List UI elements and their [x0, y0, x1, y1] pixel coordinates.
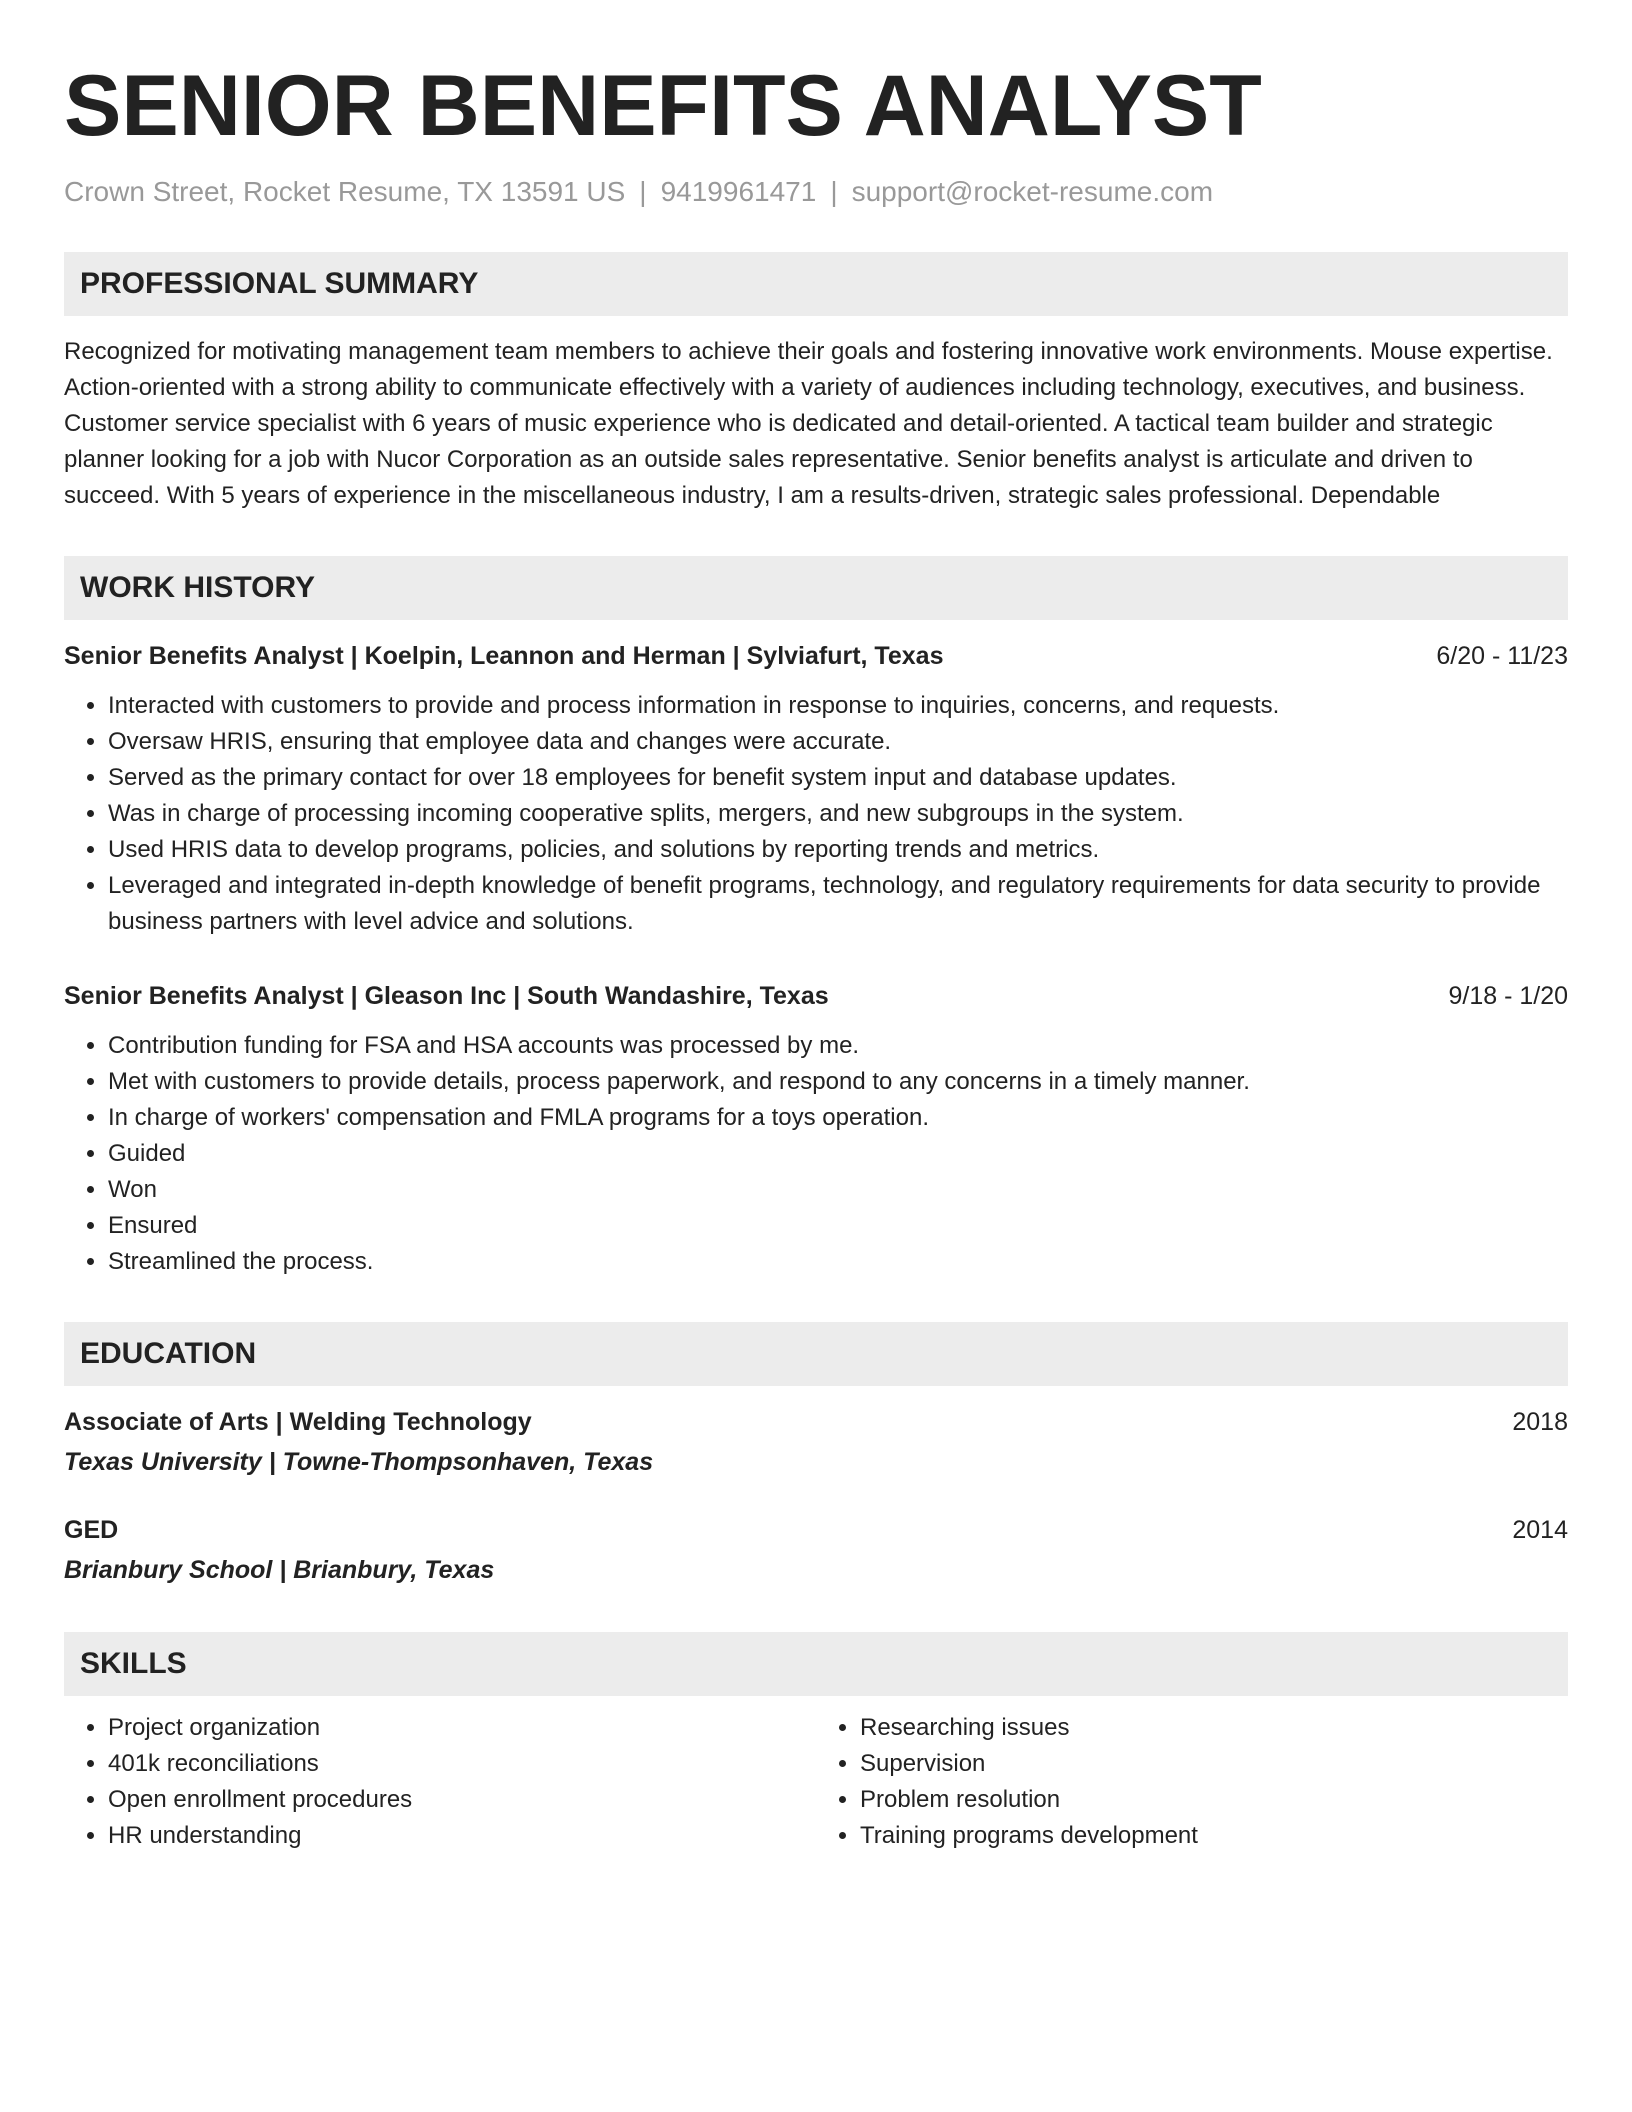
education-header	[64, 1512, 1568, 1548]
skills-section	[64, 1632, 1568, 1854]
education-school: Brianbury School | Brianbury, Texas	[64, 1556, 495, 1584]
education-header	[64, 1404, 1568, 1440]
skill-item: • Researching issues	[860, 1710, 1568, 1746]
job-dates: 6/20 - 11/23	[1436, 642, 1568, 670]
job-bullet: • Interacted with customers to provide and process information in response to inquiries, concerns, and requests.	[108, 688, 1568, 724]
job-dates: 9/18 - 1/20	[1448, 982, 1568, 1010]
skill-item: • 401k reconciliations	[108, 1746, 816, 1782]
education-heading: EDUCATION	[64, 1322, 1568, 1386]
job-entry	[64, 638, 1568, 940]
education-entry	[64, 1404, 1568, 1482]
education-degree: Associate of Arts | Welding Technology	[64, 1408, 532, 1436]
job-bullet: • Contribution funding for FSA and HSA accounts was processed by me.	[108, 1028, 1568, 1064]
job-bullet: • Met with customers to provide details, process paperwork, and respond to any concerns in a timely manner.	[108, 1064, 1568, 1100]
job-bullets	[64, 688, 1568, 940]
job-bullet: • Streamlined the process.	[108, 1244, 1568, 1280]
job-title: Senior Benefits Analyst | Koelpin, Leannon and Herman | Sylviafurt, Texas	[64, 642, 944, 670]
summary-heading: PROFESSIONAL SUMMARY	[64, 252, 1568, 316]
job-bullet: • Guided	[108, 1136, 1568, 1172]
job-bullet: • Was in charge of processing incoming cooperative splits, mergers, and new subgroups in the system.	[108, 796, 1568, 832]
job-header	[64, 638, 1568, 674]
job-title: Senior Benefits Analyst | Gleason Inc | South Wandashire, Texas	[64, 982, 829, 1010]
resume-name: SENIOR BENEFITS ANALYST	[64, 58, 1262, 154]
education-year: 2014	[1512, 1516, 1568, 1544]
contact-email: support@rocket-resume.com	[851, 176, 1214, 207]
skills-heading: SKILLS	[64, 1632, 1568, 1696]
education-year: 2018	[1512, 1408, 1568, 1436]
education-school: Texas University | Towne-Thompsonhaven, Texas	[64, 1448, 654, 1476]
job-entry	[64, 978, 1568, 1280]
education-degree: GED	[64, 1516, 119, 1544]
job-bullet: • Served as the primary contact for over 18 employees for benefit system input and database updates.	[108, 760, 1568, 796]
job-bullet: • Ensured	[108, 1208, 1568, 1244]
skill-item: • Project organization	[108, 1710, 816, 1746]
job-bullets	[64, 1028, 1568, 1280]
contact-line	[64, 174, 1568, 210]
contact-separator: |	[639, 176, 647, 207]
work-history-section	[64, 556, 1568, 1280]
education-section	[64, 1322, 1568, 1590]
job-bullet: • Used HRIS data to develop programs, policies, and solutions by reporting trends and metrics.	[108, 832, 1568, 868]
summary-text: Recognized for motivating management team members to achieve their goals and fostering innovative work environments. Mouse expertise. Action-oriented with a strong ability to communicate effectively with a variety of audiences including technology, executives, and business. Customer service specialist with 6 years of music experience who is dedicated and detail-oriented. A tactical team builder and strategic planner looking for a job with Nucor Corporation as an outside sales representative. Senior benefits analyst is articulate and driven to succeed. With 5 years of experience in the miscellaneous industry, I am a results-driven, strategic sales professional. Dependable	[64, 338, 1553, 509]
work-history-heading: WORK HISTORY	[64, 556, 1568, 620]
summary-section	[64, 252, 1568, 514]
job-bullet: • Leveraged and integrated in-depth knowledge of benefit programs, technology, and regulatory requirements for data security to provide business partners with level advice and solutions.	[108, 868, 1568, 940]
skill-item: • Training programs development	[860, 1818, 1568, 1854]
skill-item: • Problem resolution	[860, 1782, 1568, 1818]
job-header	[64, 978, 1568, 1014]
skills-column-left	[64, 1710, 816, 1854]
job-bullet: • In charge of workers' compensation and FMLA programs for a toys operation.	[108, 1100, 1568, 1136]
job-bullet: • Won	[108, 1172, 1568, 1208]
skill-item: • HR understanding	[108, 1818, 816, 1854]
contact-address: Crown Street, Rocket Resume, TX 13591 US	[64, 176, 626, 207]
skill-item: • Open enrollment procedures	[108, 1782, 816, 1818]
skills-column-right	[816, 1710, 1568, 1854]
job-bullet: • Oversaw HRIS, ensuring that employee data and changes were accurate.	[108, 724, 1568, 760]
contact-phone: 9419961471	[660, 176, 817, 207]
education-entry	[64, 1512, 1568, 1590]
skill-item: • Supervision	[860, 1746, 1568, 1782]
contact-separator: |	[830, 176, 838, 207]
skills-columns	[64, 1710, 1568, 1854]
